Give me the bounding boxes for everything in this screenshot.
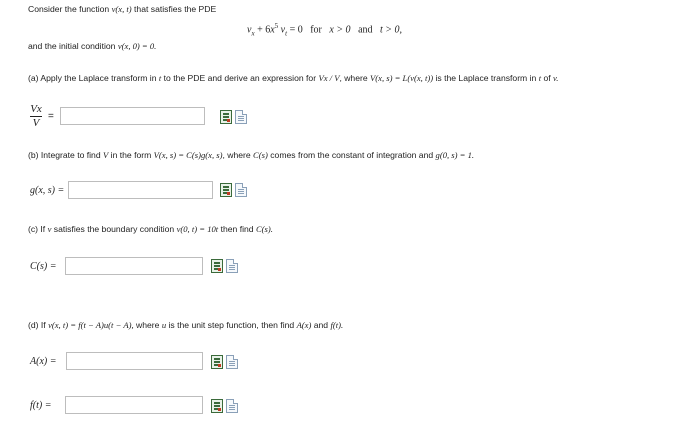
pde-v-sub-x: x (251, 29, 255, 38)
answer-d2-label: f(t) = (30, 400, 52, 411)
answer-a-equals: = (48, 111, 54, 122)
part-c-lead: (c) If (28, 224, 46, 234)
equation-editor-icon[interactable] (211, 259, 223, 273)
part-d-f: f(t). (330, 320, 344, 330)
answer-c-label: C(s) = (30, 261, 57, 272)
answer-a-fraction (30, 104, 42, 129)
document-icon[interactable] (226, 259, 238, 273)
answer-c-input[interactable] (65, 257, 203, 275)
pde-equation (247, 22, 402, 37)
pde-condition-t: t > 0, (380, 24, 403, 36)
part-d-u: u (161, 320, 167, 330)
part-a-v: v. (553, 73, 559, 83)
pde-x: x (270, 24, 275, 36)
pde-v2: v (280, 24, 286, 36)
part-a-text (28, 73, 558, 83)
part-d-lead: (d) If (28, 320, 46, 330)
answer-b-label: g(x, s) = (30, 185, 65, 196)
equation-editor-icon[interactable] (211, 399, 223, 413)
fraction-numerator: Vx (30, 103, 42, 115)
pde-exponent: 5 (274, 22, 279, 30)
pde-v: v (247, 24, 252, 36)
part-b-text (28, 150, 474, 160)
equation-editor-icon[interactable] (211, 355, 223, 369)
part-c-v: v (47, 224, 52, 234)
part-b-C: C(s) (253, 150, 268, 160)
initial-prefix: and the initial condition (28, 41, 116, 51)
answer-d2-input[interactable] (65, 396, 203, 414)
initial-cond: v(x, 0) = 0. (117, 41, 157, 51)
part-a-var-t2: t (538, 73, 542, 83)
answer-a-input[interactable] (60, 107, 205, 125)
part-a-mid: to the PDE and derive an expression for (163, 73, 317, 83)
fraction-denominator: V (32, 117, 40, 129)
intro-text (28, 4, 216, 14)
initial-condition (28, 41, 156, 51)
part-d-mid: is the unit step function, then find (168, 320, 295, 330)
part-b-lead: (b) Integrate to find (28, 150, 101, 160)
part-a-of: of (543, 73, 551, 83)
part-a-def: V(x, s) = L(v(x, t)) (370, 73, 434, 83)
answer-d1-label: A(x) = (30, 356, 57, 367)
document-icon[interactable] (226, 355, 238, 369)
part-b-mid: in the form (110, 150, 152, 160)
part-d-and: and (313, 320, 329, 330)
part-d-text (28, 320, 343, 330)
part-a-where: , where (339, 73, 368, 83)
part-d-cond: v(x, t) = f(t − A)u(t − A), (48, 320, 134, 330)
part-a-lead: (a) Apply the Laplace transform in (28, 73, 157, 83)
intro-function: v(x, t) (111, 4, 132, 14)
intro-prefix: Consider the function (28, 4, 110, 14)
part-c-C: C(s). (255, 224, 273, 234)
part-c-tail: then find (220, 224, 254, 234)
pde-plus-six: + 6 (257, 24, 271, 36)
answer-b-input[interactable] (68, 181, 213, 199)
pde-and: and (358, 24, 373, 36)
pde-rhs: = 0 (289, 24, 303, 36)
part-a-expr: Vx / V (318, 73, 340, 83)
part-b-comes: comes from the constant of integration and (270, 150, 434, 160)
answer-d1-input[interactable] (66, 352, 203, 370)
part-b-where: , where (222, 150, 251, 160)
document-icon[interactable] (226, 399, 238, 413)
part-c-cond: v(0, t) = 10t (176, 224, 219, 234)
document-icon[interactable] (235, 110, 247, 124)
equation-editor-icon[interactable] (220, 183, 232, 197)
part-b-form: V(x, s) = C(s)g(x, s) (153, 150, 223, 160)
part-b-V: V (103, 150, 109, 160)
document-icon[interactable] (235, 183, 247, 197)
part-c-text (28, 224, 273, 234)
part-a-var-t: t (158, 73, 162, 83)
part-d-A: A(x) (296, 320, 312, 330)
pde-for: for (310, 24, 322, 36)
part-d-where: where (136, 320, 160, 330)
part-b-gcond: g(0, s) = 1. (435, 150, 475, 160)
pde-condition-x: x > 0 (329, 24, 351, 36)
equation-editor-icon[interactable] (220, 110, 232, 124)
part-a-tail: is the Laplace transform in (435, 73, 537, 83)
part-c-mid: satisfies the boundary condition (53, 224, 175, 234)
pde-v-sub-t: t (285, 29, 288, 38)
intro-suffix: that satisfies the PDE (134, 4, 217, 14)
